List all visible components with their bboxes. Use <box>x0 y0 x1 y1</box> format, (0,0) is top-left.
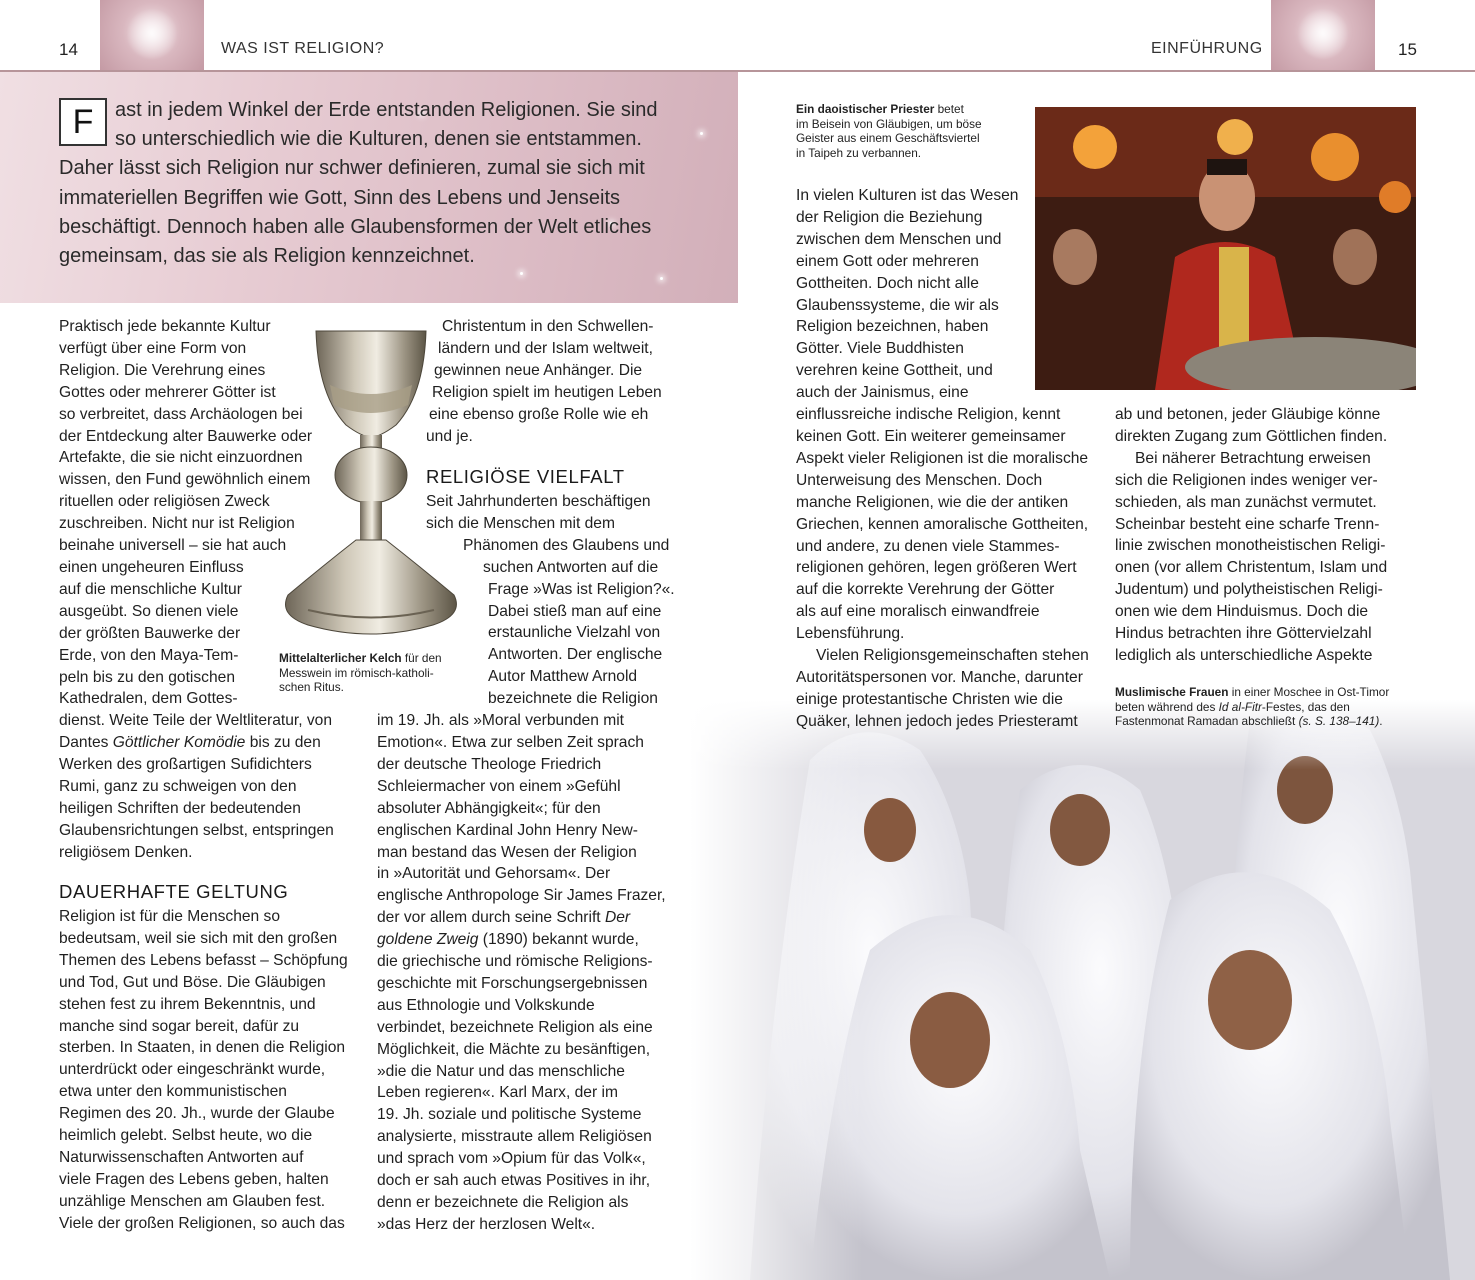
women-caption: Muslimische Frauen in einer Moschee in Ost-Timor beten während des Id al-Fitr-Festes, das den Fastenmonat Ramadan abschließt (s. S. 138–141). <box>1115 685 1390 729</box>
column-2-text: Seit Jahrhunderten beschäftigen sich die Menschen mit dem Phänomen des Glaubens und suchen Antworten auf die Frage »Was ist Religion?«. Dabei stieß man auf eine erstaunliche Vielzahl von Antworten. Der englische Autor Matthew Arnold bezeichnete die Religion im 19. Jh. als »Moral verbunden mit Emotion«. Etwa zur selben Zeit sprach der deutsche Theologe Friedrich Schleiermacher von einem »Gefühl absoluter Abhängigkeit«; für den englischen Kardinal John Henry New- man bestand das Wesen der Religion in »Autorität und Gehorsam«. Der englische Anthropologe Sir James Frazer, der vor allem durch seine Schrift Der goldene Zweig (1890) bekannt wurde, die griechische und römische Religions- geschichte mit Forschungsergebnissen aus Ethnologie und Volkskunde verbindet, bezeichnete Religion als eine Möglichkeit, die Mächte zu besänftigen, »die die Natur und das menschliche Leben regieren«. Karl Marx, der im 19. Jh. soziale und politische Systeme analysierte, misstraute allem Religiösen und sprach vom »Opium für das Volk«, doch er sah auch etwas Positives in ihr, denn er bezeichnete die Religion als »das Herz der herzlosen Welt«. <box>377 493 675 1233</box>
column-1-text-continued: Religion ist für die Menschen so bedeutsam, weil sie sich mit den großen Themen des Lebens befasst – Schöpfung und Tod, Gut und Böse. Die Gläubigen stehen fest zu ihrem Bekenntnis, und manche sind sogar bereit, dafür zu sterben. In Staaten, in denen die Religion unterdrückt oder eingeschränkt wurde, etwa unter den kommunistischen Regimen des 20. Jh., wurde der Glaube heimlich gelebt. Selbst heute, wo die Naturwissenschaften Antworten auf viele Fragen des Lebens geben, halten unzählige Menschen am Glauben fest. Viele der großen Religionen, so auch das <box>59 908 348 1232</box>
running-title-left: WAS IST RELIGION? <box>221 40 385 57</box>
muslim-women-photo <box>690 700 1475 1280</box>
intro-paragraph: ast in jedem Winkel der Erde entstanden Religionen. Sie sind so unterschiedlich wie die Kulturen, denen sie entstammen. Daher lässt sich Religion nur schwer definieren, zumal sie sich mit immateriellen Begriffen wie Gott, Sinn des Lebens und Jenseits beschäftigt. Dennoch haben alle Glaubensformen der Welt etliches gemeinsam, das sie als Religion kennzeichnet. <box>59 99 658 268</box>
heading-religioese-vielfalt: RELIGIÖSE VIELFALT <box>426 466 625 487</box>
page-number-right: 15 <box>1398 40 1417 59</box>
heading-dauerhafte-geltung: DAUERHAFTE GELTUNG <box>59 881 289 902</box>
page-number-left: 14 <box>59 40 78 59</box>
drop-cap: F <box>59 98 107 146</box>
running-title-right: EINFÜHRUNG <box>1151 40 1263 57</box>
running-header <box>0 0 1475 72</box>
priest-caption: Ein daoistischer Priester betet im Beisein von Gläubigen, um böse Geister aus einem Geschäftsviertel in Taipeh zu verbannen. <box>796 102 982 160</box>
column-4-text: ab und betonen, jeder Gläubige könne direkten Zugang zum Göttlichen finden. Bei näherer Betrachtung erweisen sich die Religionen indes weniger ver- schieden, als man zunächst vermutet. Scheinbar besteht eine scharfe Trenn- linie zwischen monotheistischen Religi- onen (vor allem Christentum, Islam und Judentum) und polytheistischen Religi- onen wie dem Hinduismus. Doch die Hindus betrachten ihre Göttervielzahl lediglich als unterschiedliche Aspekte <box>1115 406 1388 664</box>
header-thumbnail-right <box>1271 0 1375 70</box>
daoist-priest-photo <box>1035 107 1416 390</box>
column-1-text: Praktisch jede bekannte Kultur verfügt über eine Form von Religion. Die Verehrung eines Gottes oder mehrerer Götter ist so verbreitet, dass Archäologen bei der Entdeckung alter Bauwerke oder Artefakte, die sie nicht einzuordnen wissen, den Fund gewöhnlich einem rituellen oder religiösen Zweck zuschreiben. Nicht nur ist Religion beinahe universell – sie hat auch einen ungeheuren Einfluss auf die menschliche Kultur ausgeübt. So dienen viele der größten Bauwerke der Erde, von den Maya-Tem- peln bis zu den gotischen Kathedralen, dem Gottes- dienst. Weite Teile der Weltliteratur, von Dantes Göttlicher Komödie bis zu den Werken des großartigen Sufidichters Rumi, ganz zu schweigen von den heiligen Schriften der bedeutenden Glaubensrichtungen selbst, entspringen religiösem Denken. <box>59 318 334 861</box>
column-2-top-text: Christentum in den Schwellen- ländern und der Islam weltweit, gewinnen neue Anhänger. Die Religion spielt im heutigen Leben eine ebenso große Rolle wie eh und je. <box>426 318 662 445</box>
chalice-caption: Mittelalterlicher Kelch für den Messwein im römisch-katholi- schen Ritus. <box>279 651 442 695</box>
header-thumbnail-left <box>100 0 204 70</box>
column-3-text: In vielen Kulturen ist das Wesen der Religion die Beziehung zwischen dem Menschen und einem Gott oder mehreren Gottheiten. Doch nicht alle Glaubenssysteme, die wir als Religion bezeichnen, haben Götter. Viele Buddhisten verehren keine Gottheit, und auch der Jainismus, eine einflussreiche indische Religion, kennt keinen Gott. Ein weiterer gemeinsamer Aspekt vieler Religionen ist die moralische Unterweisung des Menschen. Doch manche Religionen, wie die der antiken Griechen, kennen amoralische Gottheiten, und andere, zu denen viele Stammes- religionen gehören, legen größeren Wert auf die korrekte Verehrung der Götter als auf eine moralisch einwandfreie Lebensführung. Vielen Religionsgemeinschaften stehen Autoritätspersonen vor. Manche, darunter einige protestantische Christen wie die Quäker, lehnen jedoch jedes Priesteramt <box>796 187 1089 730</box>
